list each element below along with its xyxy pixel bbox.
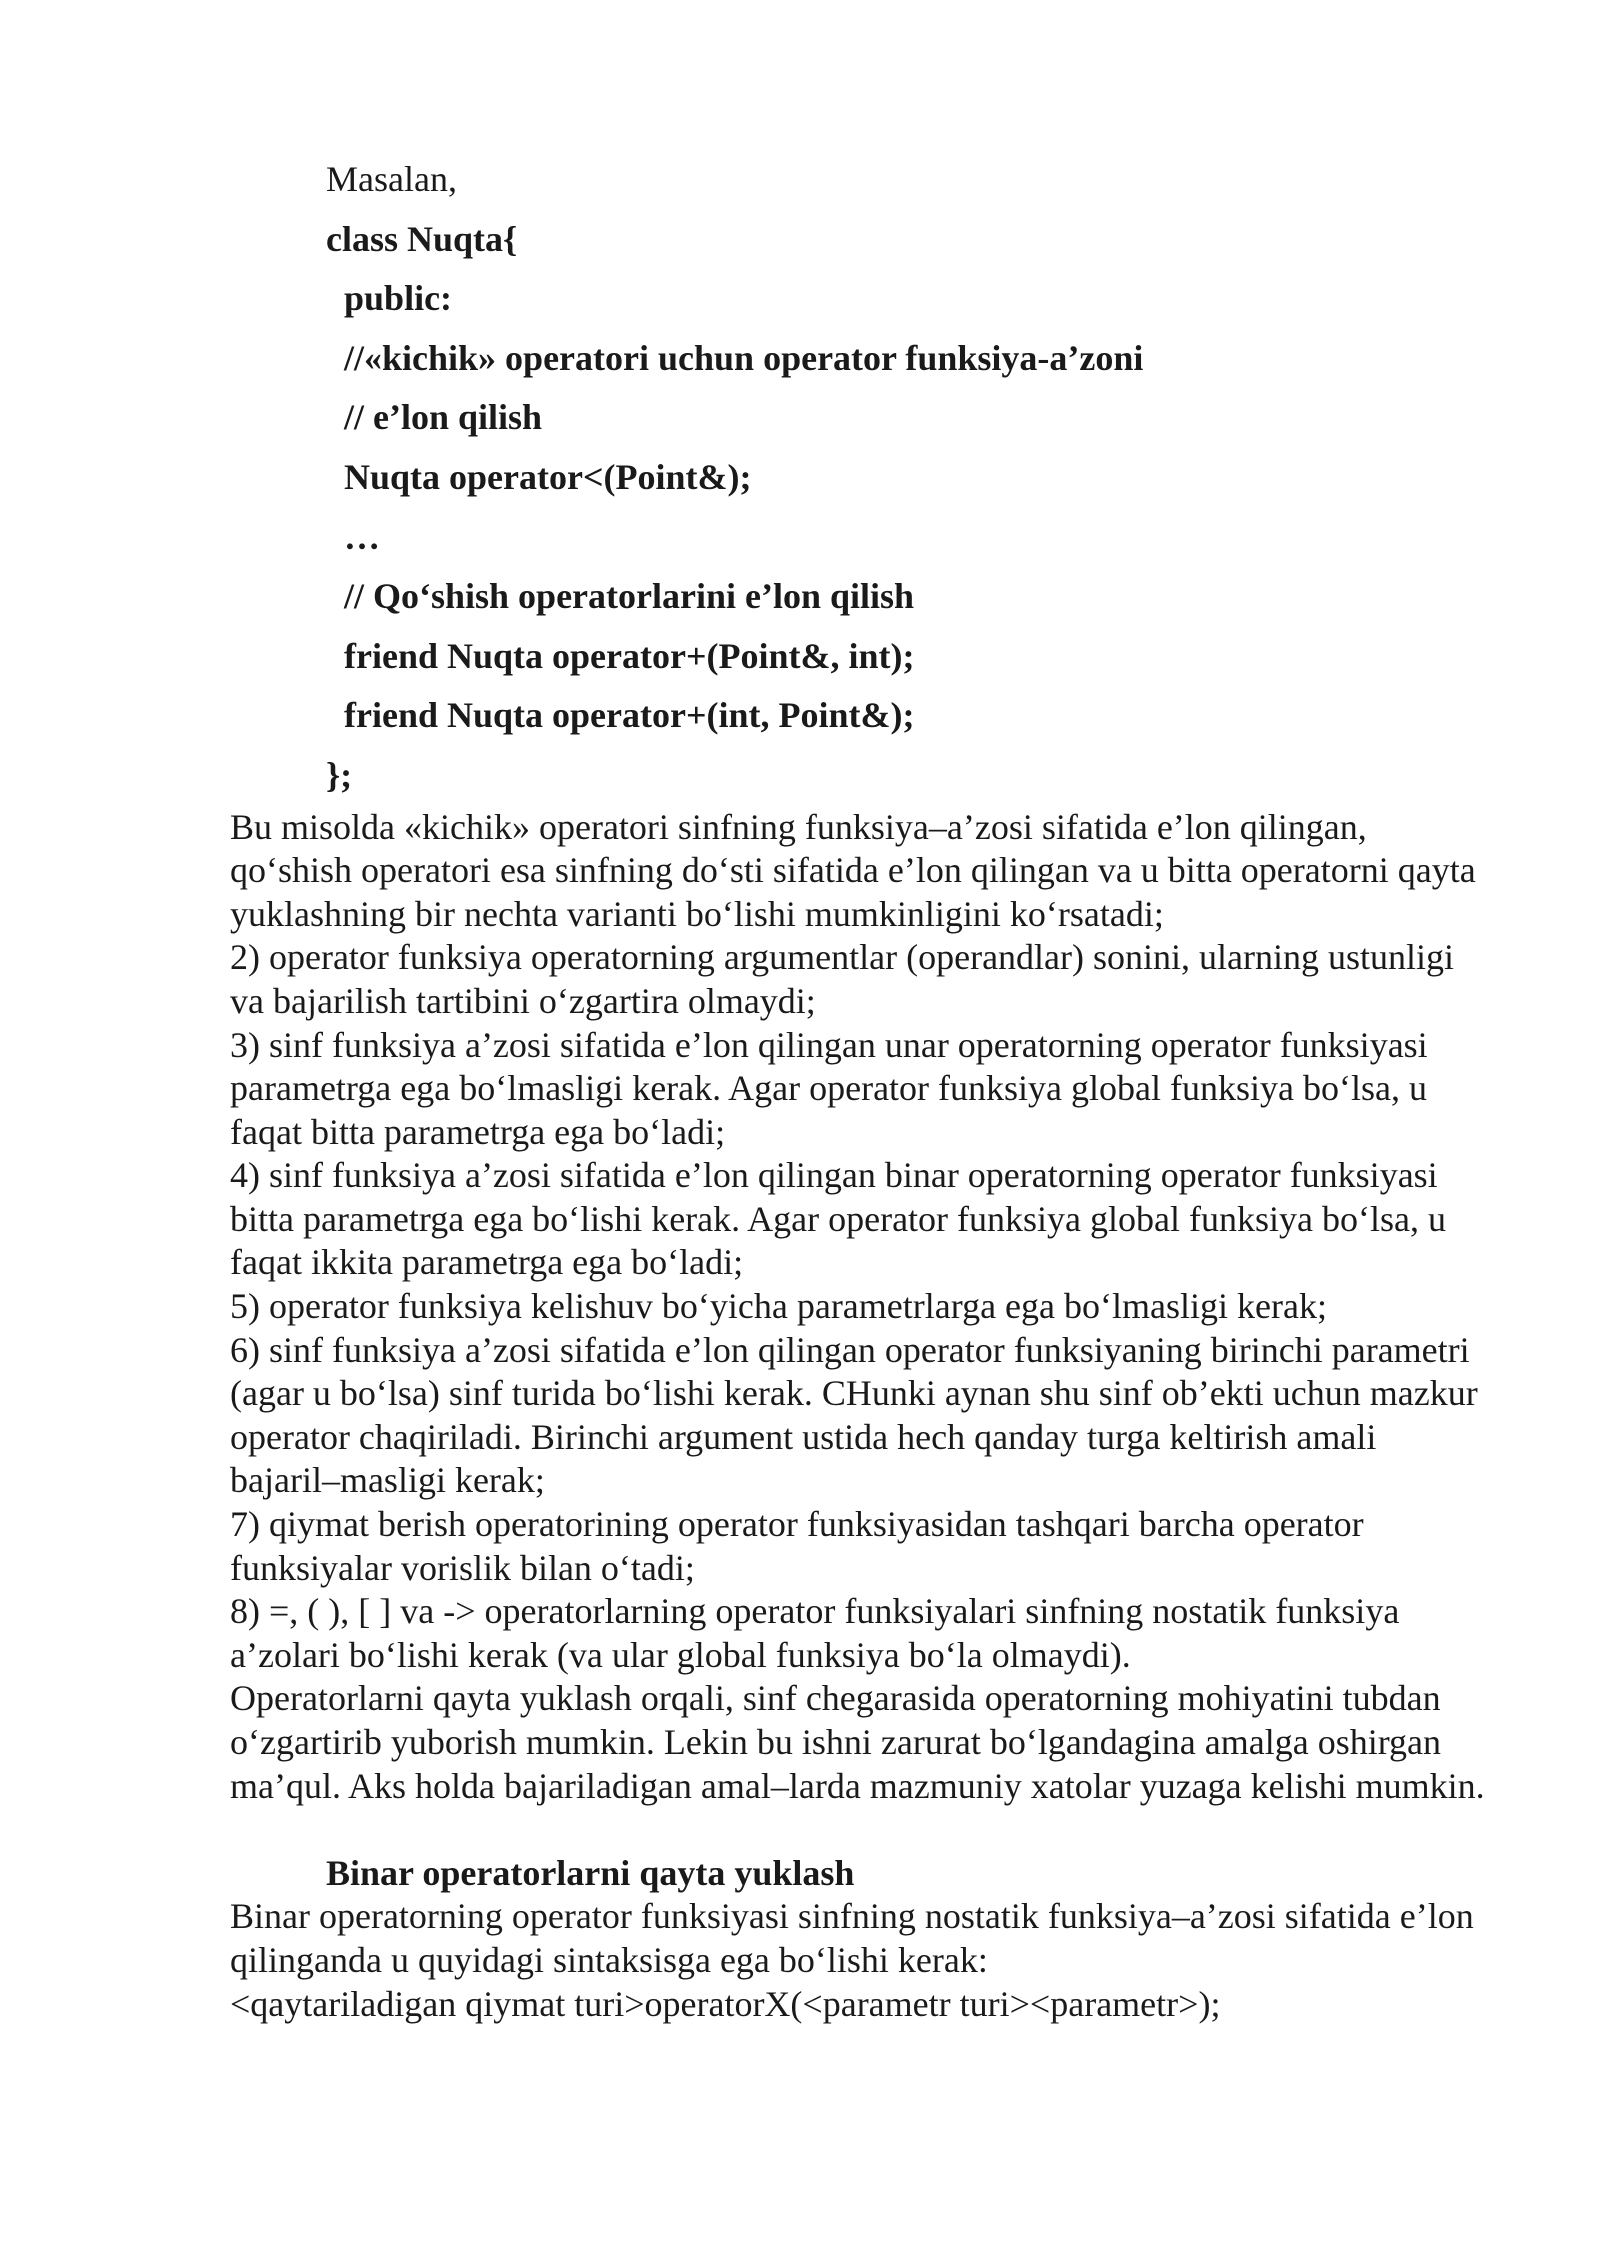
paragraph-line: tubdan o‘zgartirib yuborish mumkin. Lekin bu ishni zarurat bo‘lgandagina amalga (230, 1678, 1441, 1762)
paragraph-line: funksiyasi bitta parametrga ega bo‘lishi kerak. Agar operator funksiya global (230, 1155, 1438, 1239)
syntax-line: <qaytariladigan qiymat turi>operatorX(<parametr turi><parametr>); (230, 1983, 1221, 2024)
paragraph-line: uchun mazkur operator chaqiriladi. Birinchi argument ustida hech qanday turga (230, 1373, 1478, 1457)
paragraph-line: Operatorlarni qayta yuklash orqali, sinf chegarasida operatorning mohiyatini (230, 1678, 1334, 1719)
paragraph-line: 7) qiymat berish operatorining operator funksiyasidan tashqari barcha (230, 1504, 1235, 1545)
code-line: // e’lon qilish (344, 397, 543, 438)
paragraph-line: Binar operatorning operator funksiyasi sinfning nostatik funksiya–a’zosi (230, 1896, 1276, 1937)
code-block (230, 210, 1495, 806)
paragraph (230, 1895, 1495, 1982)
paragraph-line: funksiyasi parametrga ega bo‘lmasligi kerak. Agar operator funksiya global (230, 1024, 1428, 1109)
paragraph-line: funksiya bo‘lsa, u faqat ikkita parametrga ega bo‘ladi; (230, 1198, 1446, 1283)
code-line: friend Nuqta operator+(int, Point&); (344, 695, 915, 736)
paragraph-line: 3) sinf funksiya a’zosi sifatida e’lon qilingan unar operatorning operator (230, 1024, 1271, 1065)
paragraph-line: 4) sinf funksiya a’zosi sifatida e’lon qilingan binar operatorning operator (230, 1155, 1281, 1196)
paragraph-line: sifatida e’lon qilinganda u quyidagi sintaksisga ega bo‘lishi kerak: (230, 1896, 1474, 1980)
paragraph-line: keltirish amali bajaril–masligi kerak; (230, 1416, 1377, 1501)
paragraph (230, 1024, 1495, 1155)
paragraph (230, 1329, 1495, 1503)
body-text (230, 806, 1495, 1809)
paragraph-line: qilingan, qo‘shish operatori esa sinfning do‘sti sifatida e’lon qilingan va u bitta (230, 806, 1367, 891)
code-line: Nuqta operator<(Point&); (344, 456, 752, 497)
paragraph (230, 1590, 1495, 1677)
code-line: class Nuqta{ (326, 218, 518, 259)
paragraph (230, 806, 1495, 937)
paragraph (230, 1285, 1495, 1329)
paragraph-line: 8) =, ( ), [ ] va -> operatorlarning operator funksiyalari sinfning nostatik (230, 1591, 1267, 1632)
paragraph-line: parametri (agar u bo‘lsa) sinf turida bo‘lishi kerak. CHunki aynan shu sinf ob’ekti (230, 1329, 1470, 1414)
paragraph-line: operatorni qayta yuklashning bir nechta varianti bo‘lishi mumkinligini ko‘rsatadi; (230, 850, 1476, 934)
code-line: public: (344, 278, 453, 319)
paragraph (230, 1677, 1495, 1808)
section-heading: Binar operatorlarni qayta yuklash (326, 1852, 855, 1893)
paragraph (230, 936, 1495, 1023)
paragraph (230, 1154, 1495, 1285)
paragraph-line: oshirgan ma’qul. Aks holda bajariladigan amal–larda mazmuniy xatolar yuzaga (230, 1722, 1442, 1806)
paragraph (230, 1503, 1495, 1590)
paragraph-line: 2) operator funksiya operatorning argumentlar (operandlar) sonini, ularning (230, 937, 1319, 978)
document-page (230, 150, 1495, 2026)
paragraph-line: 6) sinf funksiya a’zosi sifatida e’lon qilingan operator funksiyaning birinchi (230, 1329, 1323, 1370)
paragraph-line: operator funksiyalar vorislik bilan o‘tadi; (230, 1504, 1364, 1588)
code-line: … (344, 516, 380, 557)
paragraph-line: kelishi mumkin. (1250, 1765, 1485, 1806)
intro-text: Masalan, (326, 159, 457, 199)
code-line: }; (326, 754, 353, 795)
paragraph-line: Bu misolda «kichik» operatori sinfning funksiya–a’zosi sifatida e’lon (230, 806, 1231, 847)
paragraph-line: 5) operator funksiya kelishuv bo‘yicha parametrlarga ega bo‘lmasligi kerak; (230, 1286, 1327, 1327)
code-line: friend Nuqta operator+(Point&, int); (344, 635, 915, 676)
paragraph-line: funksiya bo‘lsa, u faqat bitta parametrga ega bo‘ladi; (230, 1068, 1427, 1152)
code-line: //«kichik» operatori uchun operator funksiya-a’zoni (344, 337, 1144, 378)
code-line: // Qo‘shish operatorlarini e’lon qilish (344, 576, 915, 617)
paragraph-line: funksiya a’zolari bo‘lishi kerak (va ular global funksiya bo‘la olmaydi). (230, 1591, 1400, 1675)
paragraph-line: ustunligi va bajarilish tartibini o‘zgartira olmaydi; (230, 937, 1455, 1021)
